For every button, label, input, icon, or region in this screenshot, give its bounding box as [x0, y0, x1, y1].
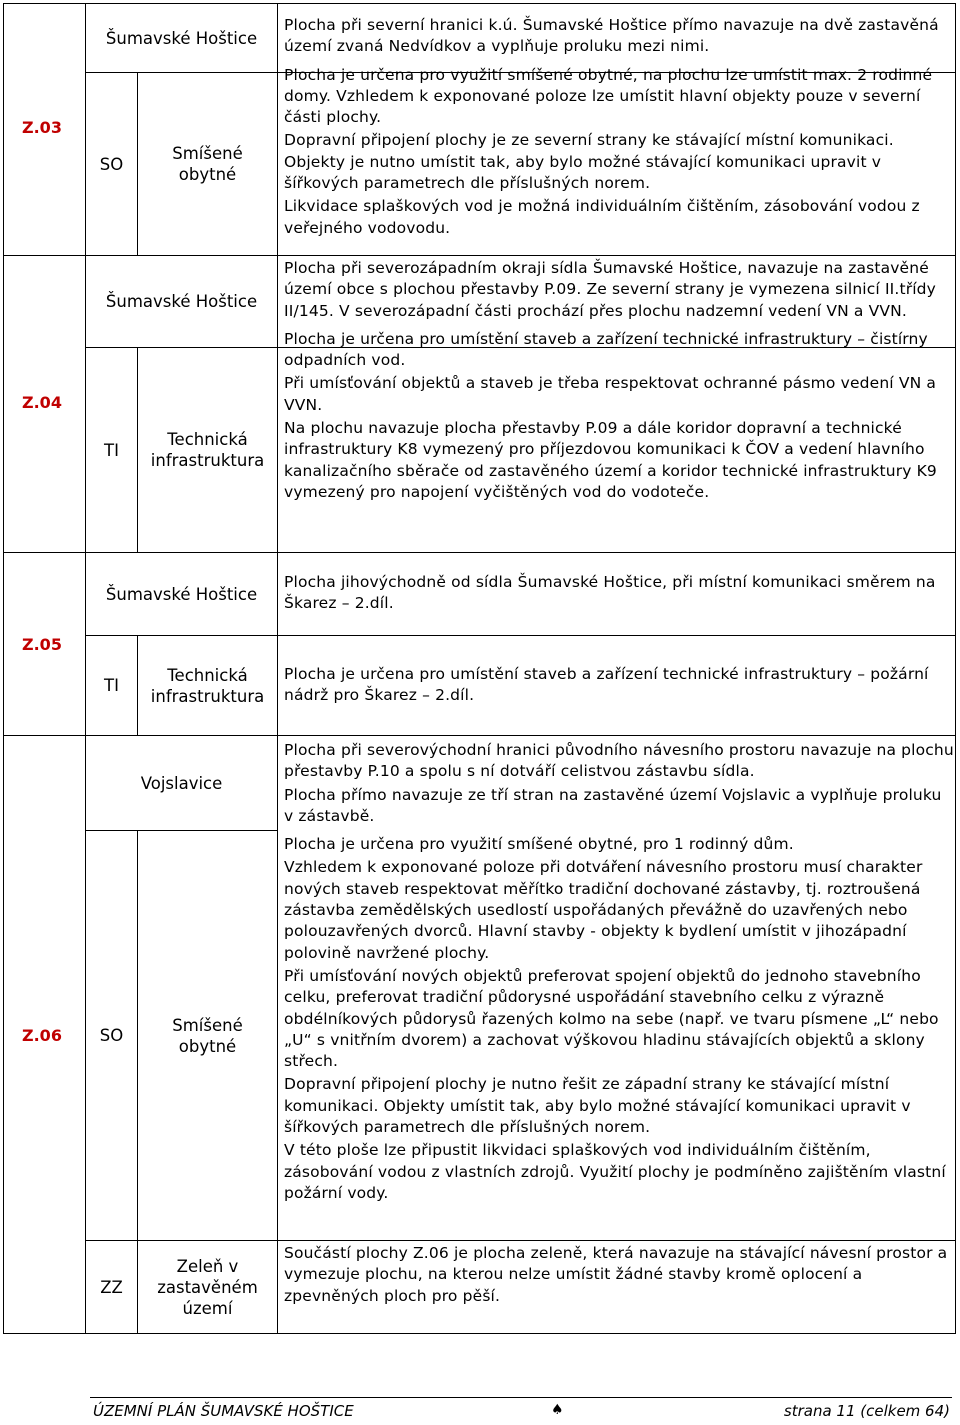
paragraph: Na plochu navazuje plocha přestavby P.09 a dále koridor dopravní a technické infrastruktury K8 vymezený pro příjezdovou komunikaci k ČOV a vedení hlavního kanalizačního sběrače od zastavěného území a koridor technické infrastruktury K9 vymezený pro napojení vyčištěných vod do vodoteče. — [284, 419, 937, 501]
paragraph: Plocha je určena pro využití smíšené obytné, pro 1 rodinný dům. — [284, 835, 794, 854]
paragraph: Při umísťování nových objektů preferovat spojení objektů do jednoho stavebního celku, preferovat tradiční půdorysné uspořádání stavebního celku z výrazně obdélníkových půdorysů řazených kolmo na sebe (např. ve tvaru písmene „L“ nebo „U“ s vnitřním dvorem) a zachovat výškovou hladinu stávajících objektů a sklony střech. — [284, 966, 939, 1071]
paragraph: V této ploše lze připustit likvidaci splaškových vod individuálním čištěním, zásobování vodou z vlastních zdrojů. Využití plochy je podmíněno zajištěním vlastní požární vody. — [284, 1141, 946, 1202]
paragraph: Likvidace splaškových vod je možná individuálním čištěním, zásobování vodou z veřejného vodovodu. — [284, 197, 920, 237]
paragraph: Plocha při severozápadním okraji sídla Šumavské Hoštice, navazuje na zastavěné území obce s plochou přestavby P.09. Ze severní strany je vymezena silnicí II.třídy II/145. V severozápadní části prochází přes plochu nadzemní vedení VN a VVN. — [284, 259, 936, 320]
place-name: Vojslavice — [140, 773, 223, 793]
paragraph: Součástí plochy Z.06 je plocha zeleně, která navazuje na stávající návesní prostor a vymezuje plochu, na kterou nelze umístit žádné stavby kromě oplocení a zpevněných ploch pro pěší. — [284, 1244, 948, 1305]
paragraph: Plocha je určena pro umístění staveb a zařízení technické infrastruktury – čistírny odpadních vod. — [284, 329, 928, 370]
use-type: Technická infrastruktura — [150, 430, 265, 470]
paragraph: Plocha přímo navazuje ze tří stran na zastavěné území Vojslavic a vyplňuje proluku v zástavbě. — [284, 785, 942, 825]
paragraph: Plocha je určena pro využití smíšené obytné, na plochu lze umístit max. 2 rodinné domy. Vzhledem k exponované poloze lze umístit hlavní objekty pouze v severní části plochy. — [284, 65, 933, 127]
paragraph: Vzhledem k exponované poloze při dotváření návesního prostoru musí charakter nových staveb respektovat měřítko tradiční dochované zástavby, tj. roztroušená zástavba zemědělských usedlostí uspořádaných převážně do uzavřených nebo polouzavřených dvorců. Hlavní stavby - objekty k bydlení umístit v jihozápadní polovině navržené plochy. — [284, 858, 923, 962]
paragraph: Plocha při severovýchodní hranici původního návesního prostoru navazuje na plochu přestavby P.10 a spolu s ní dotváří celistvou zástavbu sídla. — [284, 741, 954, 781]
table-border-left — [3, 3, 4, 1333]
zone-code: Z.04 — [22, 393, 62, 412]
paragraph: Při umísťování objektů a staveb je třeba respektovat ochranné pásmo vedení VN a VVN. — [284, 374, 937, 414]
use-abbreviation: TI — [104, 440, 119, 460]
row-line-bottom — [3, 1333, 956, 1334]
footer-page-number: strana 11 (celkem 64) — [783, 1402, 950, 1420]
use-abbreviation: ZZ — [100, 1277, 123, 1297]
use-type: Smíšené obytné — [172, 144, 243, 184]
paragraph: Plocha jihovýchodně od sídla Šumavské Hoštice, při místní komunikaci směrem na Škarez – 2.díl. — [284, 573, 936, 613]
description-text — [284, 664, 954, 709]
zone-code: Z.03 — [22, 118, 62, 137]
description-text — [284, 15, 954, 241]
description-text — [284, 740, 954, 1206]
col-divider-3 — [277, 3, 278, 1333]
paragraph: Dopravní připojení plochy je ze severní strany ke stávající místní komunikaci. Objekty je nutno umístit tak, aby bylo možné stávající komunikaci upravit v šířkových parametrech dle příslušných norem. — [284, 131, 894, 193]
paragraph: Dopravní připojení plochy je nutno řešit ze západní strany ke stávající místní komunikaci. Objekty umístit tak, aby bylo možné stávající komunikaci upravit v šířkových parametrech dle příslušných norem. — [284, 1075, 911, 1137]
description-text — [284, 1243, 954, 1309]
place-name: Šumavské Hoštice — [105, 28, 258, 48]
use-type: Technická infrastruktura — [150, 665, 265, 706]
table-border-right — [955, 3, 956, 1333]
zone-code: Z.06 — [22, 1026, 62, 1045]
place-name: Šumavské Hoštice — [105, 292, 258, 311]
use-abbreviation: SO — [99, 154, 124, 174]
use-type: Smíšené obytné — [172, 1015, 243, 1056]
place-name: Šumavské Hoštice — [105, 584, 258, 604]
description-text — [284, 258, 954, 505]
paragraph: Plocha při severní hranici k.ú. Šumavské Hoštice přímo navazuje na dvě zastavěná území zvaná Nedvídkov a vyplňuje proluku mezi nimi. — [284, 16, 939, 56]
zone-code: Z.05 — [22, 635, 62, 654]
description-text — [284, 572, 954, 617]
spade-icon: ♠ — [551, 1402, 564, 1418]
footer-document-title: ÚZEMNÍ PLÁN ŠUMAVSKÉ HOŠTICE — [93, 1402, 354, 1420]
use-type: Zeleň v zastavěném území — [157, 1256, 258, 1318]
use-abbreviation: SO — [99, 1026, 124, 1045]
use-abbreviation: TI — [104, 676, 119, 695]
paragraph: Plocha je určena pro umístění staveb a zařízení technické infrastruktury – požární nádrž pro Škarez – 2.díl. — [284, 665, 929, 705]
footer-rule — [90, 1397, 952, 1398]
